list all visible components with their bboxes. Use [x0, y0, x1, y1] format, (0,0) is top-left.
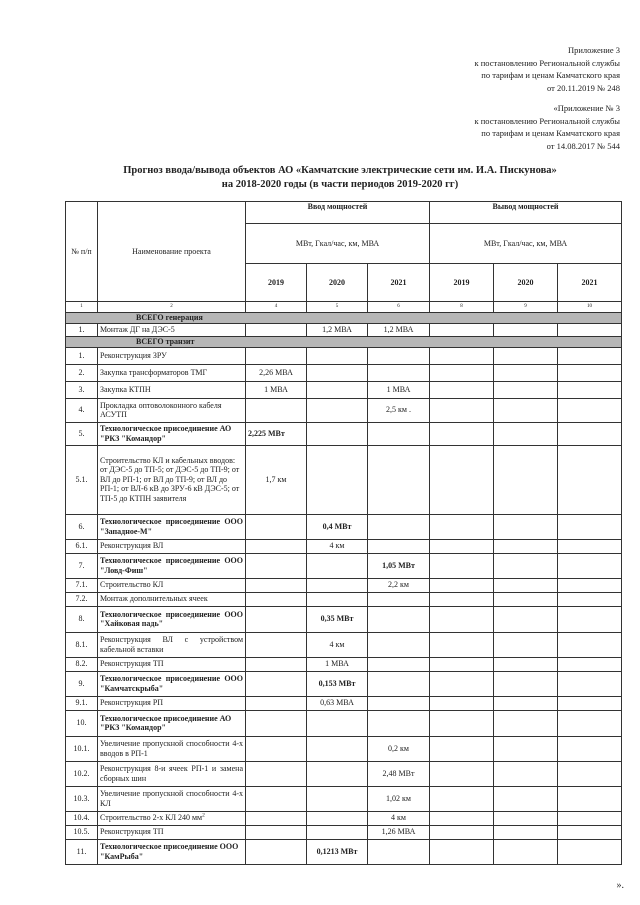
row-num: 11.: [66, 839, 98, 864]
column-index: 2: [98, 302, 246, 313]
output-cell: [558, 514, 622, 539]
value-2020: [307, 736, 368, 761]
column-index: 1: [66, 302, 98, 313]
output-cell: [558, 736, 622, 761]
value-2021: 4 км: [368, 811, 430, 825]
value-2020: 0,153 МВт: [307, 671, 368, 696]
output-cell: [494, 761, 558, 786]
row-num: 7.2.: [66, 592, 98, 606]
units-header-output: МВт, Гкал/час, км, МВА: [430, 224, 622, 264]
output-cell: [494, 445, 558, 514]
value-2020: [307, 811, 368, 825]
output-cell: [430, 632, 494, 657]
table-row: [66, 696, 622, 710]
value-2020: [307, 364, 368, 381]
year-header: 2021: [368, 264, 430, 302]
row-num: 1.: [66, 347, 98, 364]
value-2020: 0,4 МВт: [307, 514, 368, 539]
row-name: Реконструкция ВЛ с устройством кабельной вставки: [98, 632, 246, 657]
table-row: [66, 761, 622, 786]
value-2021: [368, 632, 430, 657]
row-name: Технологическое присоединение ООО "Хайковая падь": [98, 606, 246, 632]
output-cell: [430, 696, 494, 710]
output-cell: [494, 347, 558, 364]
superscript: 2: [202, 812, 205, 819]
value-2021: [368, 539, 430, 553]
closing-quote: ».: [616, 880, 624, 891]
output-cell: [558, 671, 622, 696]
row-num: 4.: [66, 398, 98, 422]
value-2021: 1,05 МВт: [368, 553, 430, 578]
output-cell: [558, 761, 622, 786]
table-row: [66, 578, 622, 592]
value-2019: [246, 839, 307, 864]
value-2021: 0,2 км: [368, 736, 430, 761]
output-cell: [430, 592, 494, 606]
section-label: ВСЕГО транзит: [66, 336, 622, 347]
table-row: [66, 539, 622, 553]
value-2020: 4 км: [307, 539, 368, 553]
row-num: 6.1.: [66, 539, 98, 553]
row-name: Прокладка оптоволоконного кабеля АСУТП: [98, 398, 246, 422]
output-cell: [494, 736, 558, 761]
value-2019: [246, 578, 307, 592]
table-row: [66, 839, 622, 864]
output-cell: [558, 696, 622, 710]
output-cell: [430, 736, 494, 761]
row-num: 9.: [66, 671, 98, 696]
row-num: 1.: [66, 323, 98, 336]
row-name: Строительство КЛ и кабельных вводов: от ДЭС-5 до ТП-5; от ДЭС-5 до ТП-9; от ВЛ до РП-1; от ВЛ до ТП-9; от ВЛ до РП-1; от ВЛ-6 кВ до ЗРУ-6 кВ ДЭС-5; от ТП-5 до КТПН заявителя: [98, 445, 246, 514]
row-name: Реконструкция РП: [98, 696, 246, 710]
value-2021: 1,02 км: [368, 786, 430, 811]
value-2019: 1,7 км: [246, 445, 307, 514]
group-header-input: Ввод мощностей: [246, 202, 430, 224]
value-2021: [368, 839, 430, 864]
column-index: 4: [246, 302, 307, 313]
row-num: 3.: [66, 381, 98, 398]
value-2021: [368, 347, 430, 364]
value-2019: [246, 347, 307, 364]
output-cell: [494, 825, 558, 839]
row-name: Увеличение пропускной способности 4-х вводов в РП-1: [98, 736, 246, 761]
row-name: Реконструкция 8-и ячеек РП-1 и замена сборных шин: [98, 761, 246, 786]
document-title: [60, 164, 620, 192]
output-cell: [558, 323, 622, 336]
row-name: Реконструкция ТП: [98, 825, 246, 839]
output-cell: [494, 578, 558, 592]
row-num: 8.1.: [66, 632, 98, 657]
output-cell: [494, 696, 558, 710]
row-num: 2.: [66, 364, 98, 381]
row-name: Реконструкция ТП: [98, 657, 246, 671]
value-2021: 2,2 км: [368, 578, 430, 592]
section-row-generation: [66, 312, 622, 323]
output-cell: [558, 657, 622, 671]
row-name: Технологическое присоединение ООО "Западное-М": [98, 514, 246, 539]
value-2020: [307, 786, 368, 811]
output-cell: [430, 786, 494, 811]
table-row: [66, 364, 622, 381]
output-cell: [430, 606, 494, 632]
output-cell: [558, 606, 622, 632]
value-2019: [246, 553, 307, 578]
row-num: 10.3.: [66, 786, 98, 811]
value-2021: [368, 657, 430, 671]
row-num: 6.: [66, 514, 98, 539]
output-cell: [430, 364, 494, 381]
value-2020: 1,2 МВА: [307, 323, 368, 336]
col-header-name: Наименование проекта: [98, 202, 246, 302]
row-num: 10.: [66, 710, 98, 736]
row-num: 10.1.: [66, 736, 98, 761]
output-cell: [430, 671, 494, 696]
output-cell: [430, 323, 494, 336]
row-name: Реконструкция ВЛ: [98, 539, 246, 553]
output-cell: [430, 761, 494, 786]
appendix-line: от 14.08.2017 № 544: [546, 140, 620, 151]
value-2019: [246, 657, 307, 671]
value-2019: [246, 671, 307, 696]
output-cell: [558, 347, 622, 364]
output-cell: [494, 323, 558, 336]
value-2021: 2,48 МВт: [368, 761, 430, 786]
value-2020: 0,1213 МВт: [307, 839, 368, 864]
output-cell: [430, 445, 494, 514]
output-cell: [558, 839, 622, 864]
table-row: [66, 657, 622, 671]
value-2019: [246, 592, 307, 606]
table-row: [66, 553, 622, 578]
table-row: [66, 445, 622, 514]
output-cell: [430, 578, 494, 592]
value-2019: [246, 710, 307, 736]
year-header: 2020: [494, 264, 558, 302]
output-cell: [558, 539, 622, 553]
column-index: 9: [494, 302, 558, 313]
col-header-num: № п/п: [66, 202, 98, 302]
appendix-line: Приложение 3: [568, 45, 620, 55]
row-num: 7.: [66, 553, 98, 578]
output-cell: [430, 839, 494, 864]
value-2020: [307, 761, 368, 786]
appendix-header-previous: [474, 102, 620, 152]
value-2021: [368, 696, 430, 710]
value-2019: [246, 736, 307, 761]
title-line-1: Прогноз ввода/вывода объектов АО «Камчатские электрические сети им. И.А. Пискунова»: [123, 165, 557, 176]
value-2020: [307, 578, 368, 592]
output-cell: [558, 786, 622, 811]
output-cell: [494, 539, 558, 553]
output-cell: [494, 606, 558, 632]
year-header: 2021: [558, 264, 622, 302]
table-row: [66, 422, 622, 445]
appendix-header-current: [474, 44, 620, 94]
row-name: Монтаж дополнительных ячеек: [98, 592, 246, 606]
value-2019: [246, 323, 307, 336]
value-2019: [246, 786, 307, 811]
table-row: [66, 786, 622, 811]
output-cell: [558, 364, 622, 381]
output-cell: [558, 825, 622, 839]
output-cell: [494, 381, 558, 398]
output-cell: [558, 381, 622, 398]
table-row: [66, 710, 622, 736]
output-cell: [494, 657, 558, 671]
value-2020: [307, 592, 368, 606]
row-num: 9.1.: [66, 696, 98, 710]
value-2021: 1,2 МВА: [368, 323, 430, 336]
row-num: 5.1.: [66, 445, 98, 514]
table-row: [66, 398, 622, 422]
value-2021: 2,5 км .: [368, 398, 430, 422]
table-row: [66, 514, 622, 539]
row-name: Увеличение пропускной способности 4-х КЛ: [98, 786, 246, 811]
table-row: [66, 606, 622, 632]
output-cell: [494, 553, 558, 578]
output-cell: [494, 811, 558, 825]
output-cell: [558, 398, 622, 422]
year-header: 2019: [430, 264, 494, 302]
row-name: Технологическое присоединение ООО "Ловд-Фиш": [98, 553, 246, 578]
row-name: Реконструкция ЗРУ: [98, 347, 246, 364]
row-num: 5.: [66, 422, 98, 445]
section-label: ВСЕГО генерация: [66, 312, 622, 323]
value-2019: [246, 539, 307, 553]
row-name: Технологическое присоединение ООО "КамРыба": [98, 839, 246, 864]
output-cell: [558, 592, 622, 606]
value-2020: [307, 381, 368, 398]
value-2019: [246, 811, 307, 825]
value-2021: 1,26 МВА: [368, 825, 430, 839]
appendix-line: по тарифам и ценам Камчатского края: [481, 128, 620, 138]
appendix-line: к постановлению Региональной службы: [474, 115, 620, 126]
output-cell: [494, 592, 558, 606]
row-name: Технологическое присоединение АО "РКЗ "Командор": [98, 422, 246, 445]
value-2020: [307, 710, 368, 736]
output-cell: [494, 632, 558, 657]
value-2020: 0,63 МВА: [307, 696, 368, 710]
value-2020: [307, 422, 368, 445]
output-cell: [494, 671, 558, 696]
row-name: Монтаж ДГ на ДЭС-5: [98, 323, 246, 336]
value-2019: [246, 514, 307, 539]
output-cell: [494, 710, 558, 736]
row-name: Строительство КЛ: [98, 578, 246, 592]
output-cell: [558, 553, 622, 578]
value-2019: [246, 761, 307, 786]
appendix-line: «Приложение № 3: [553, 103, 620, 113]
output-cell: [430, 657, 494, 671]
value-2020: 4 км: [307, 632, 368, 657]
output-cell: [430, 825, 494, 839]
value-2020: [307, 825, 368, 839]
output-cell: [494, 364, 558, 381]
table-row: [66, 381, 622, 398]
row-num: 10.5.: [66, 825, 98, 839]
value-2019: [246, 606, 307, 632]
output-cell: [430, 347, 494, 364]
output-cell: [430, 398, 494, 422]
output-cell: [430, 539, 494, 553]
value-2021: [368, 671, 430, 696]
output-cell: [494, 786, 558, 811]
table-row: [66, 736, 622, 761]
output-cell: [558, 632, 622, 657]
value-2019: [246, 398, 307, 422]
value-2021: 1 МВА: [368, 381, 430, 398]
output-cell: [430, 710, 494, 736]
value-2019: [246, 696, 307, 710]
value-2021: [368, 606, 430, 632]
table-row: [66, 825, 622, 839]
value-2019: [246, 825, 307, 839]
output-cell: [430, 422, 494, 445]
value-2020: 0,35 МВт: [307, 606, 368, 632]
output-cell: [494, 514, 558, 539]
table-row: [66, 632, 622, 657]
output-cell: [558, 422, 622, 445]
row-num: 10.4.: [66, 811, 98, 825]
output-cell: [430, 514, 494, 539]
output-cell: [430, 811, 494, 825]
value-2021: [368, 592, 430, 606]
column-index: 6: [368, 302, 430, 313]
output-cell: [430, 553, 494, 578]
units-header-input: МВт, Гкал/час, км, МВА: [246, 224, 430, 264]
row-name-text: Строительство 2-х КЛ 240 мм: [100, 813, 203, 823]
row-num: 10.2.: [66, 761, 98, 786]
title-line-2: на 2018-2020 годы (в части периодов 2019-2020 гг): [221, 179, 459, 190]
year-header: 2019: [246, 264, 307, 302]
output-cell: [430, 381, 494, 398]
appendix-line: от 20.11.2019 № 248: [546, 82, 620, 93]
table-row: [66, 323, 622, 336]
row-name: Технологическое присоединение ООО "Камчатскрыба": [98, 671, 246, 696]
row-name: Закупка трансформаторов ТМГ: [98, 364, 246, 381]
value-2019: 2,26 МВА: [246, 364, 307, 381]
value-2021: [368, 422, 430, 445]
table-row: [66, 592, 622, 606]
output-cell: [558, 445, 622, 514]
output-cell: [558, 710, 622, 736]
appendix-line: по тарифам и ценам Камчатского края: [481, 70, 620, 80]
value-2020: [307, 398, 368, 422]
table-row: [66, 347, 622, 364]
output-cell: [494, 398, 558, 422]
value-2020: [307, 445, 368, 514]
group-header-output: Вывод мощностей: [430, 202, 622, 224]
output-cell: [558, 811, 622, 825]
output-cell: [494, 422, 558, 445]
forecast-table: [65, 201, 622, 865]
table-row: [66, 671, 622, 696]
value-2021: [368, 514, 430, 539]
value-2020: 1 МВА: [307, 657, 368, 671]
row-num: 8.: [66, 606, 98, 632]
output-cell: [494, 839, 558, 864]
value-2019: 1 МВА: [246, 381, 307, 398]
year-header: 2020: [307, 264, 368, 302]
column-index: 10: [558, 302, 622, 313]
value-2021: [368, 445, 430, 514]
section-row-transit: [66, 336, 622, 347]
value-2020: [307, 553, 368, 578]
appendix-line: к постановлению Региональной службы: [474, 57, 620, 68]
value-2020: [307, 347, 368, 364]
row-name: [98, 811, 246, 825]
value-2019: 2,225 МВт: [246, 422, 307, 445]
value-2019: [246, 632, 307, 657]
value-2021: [368, 710, 430, 736]
row-num: 8.2.: [66, 657, 98, 671]
column-index: 8: [430, 302, 494, 313]
row-name: Закупка КТПН: [98, 381, 246, 398]
output-cell: [558, 578, 622, 592]
table-row: [66, 811, 622, 825]
row-name: Технологическое присоединение АО "РКЗ "Командор": [98, 710, 246, 736]
column-index: 5: [307, 302, 368, 313]
column-index-row: [66, 302, 622, 313]
row-num: 7.1.: [66, 578, 98, 592]
value-2021: [368, 364, 430, 381]
